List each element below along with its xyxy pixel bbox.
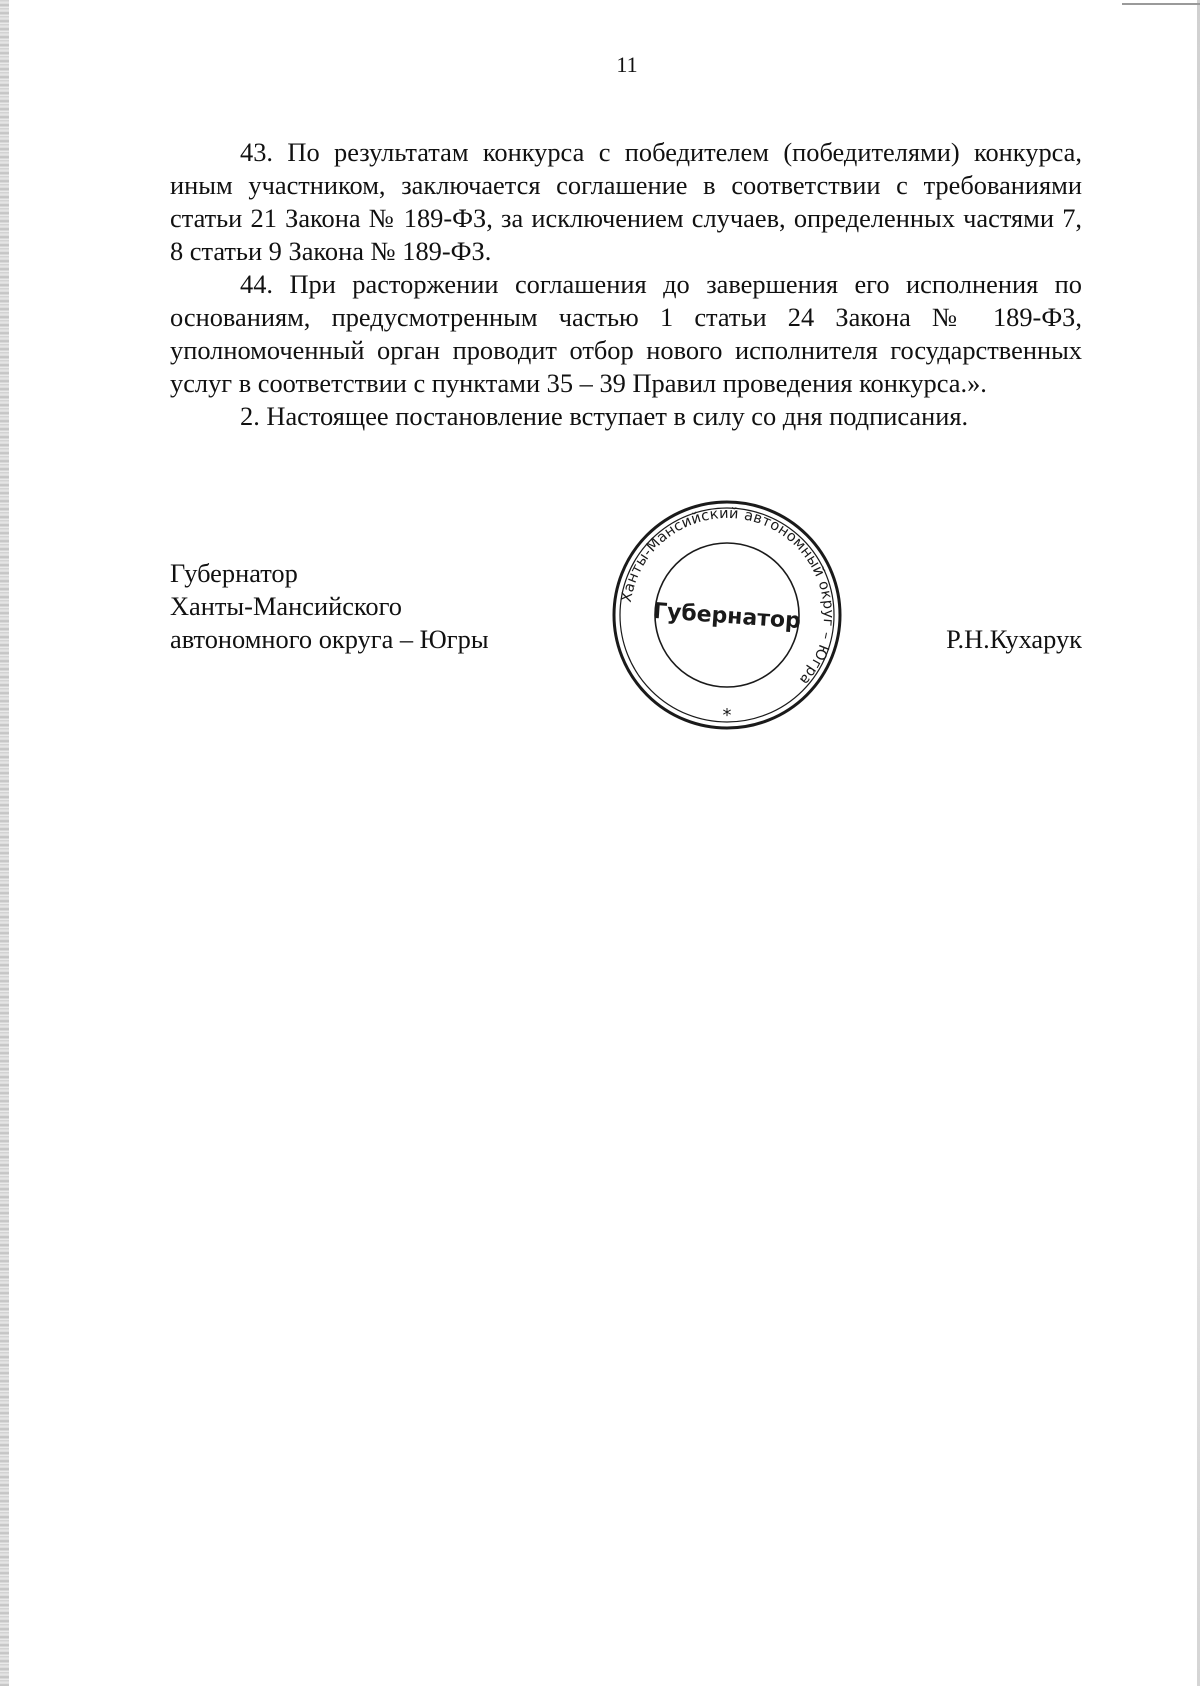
position-line-3: автономного округа – Югры	[170, 624, 489, 654]
document-body	[170, 136, 1082, 433]
paragraph-44: 44. При расторжении соглашения до завершения его исполнения по основаниям, предусмотренным частью 1 статьи 24 Закона № 189-ФЗ, уполномоченный орган проводит отбор нового исполнителя государственных услуг в соответствии с пунктами 35 – 39 Правил проведения конкурса.».	[170, 269, 1082, 398]
seal-center-text: Губернатор	[652, 598, 802, 635]
official-seal	[610, 498, 844, 732]
signatory-position	[170, 557, 489, 656]
paragraph-effective-date: 2. Настоящее постановление вступает в силу со дня подписания.	[240, 401, 969, 431]
seal-star: *	[722, 705, 732, 726]
seal-ring-textpath: Ханты-Мансийский автономный округ – Югра	[618, 505, 837, 688]
page-number: 11	[616, 52, 638, 77]
scan-edge-left	[0, 0, 9, 1686]
paragraph-43: 43. По результатам конкурса с победителем (победителями) конкурса, иным участником, заключается соглашение в соответствии с требованиями статьи 21 Закона № 189-ФЗ, за исключением случаев, определенных частями 7, 8 статьи 9 Закона № 189-ФЗ.	[170, 137, 1082, 266]
position-line-2: Ханты-Мансийского	[170, 591, 402, 621]
position-line-1: Губернатор	[170, 558, 298, 588]
scan-mark-top	[1122, 3, 1200, 5]
signatory-name: Р.Н.Кухарук	[946, 624, 1082, 654]
